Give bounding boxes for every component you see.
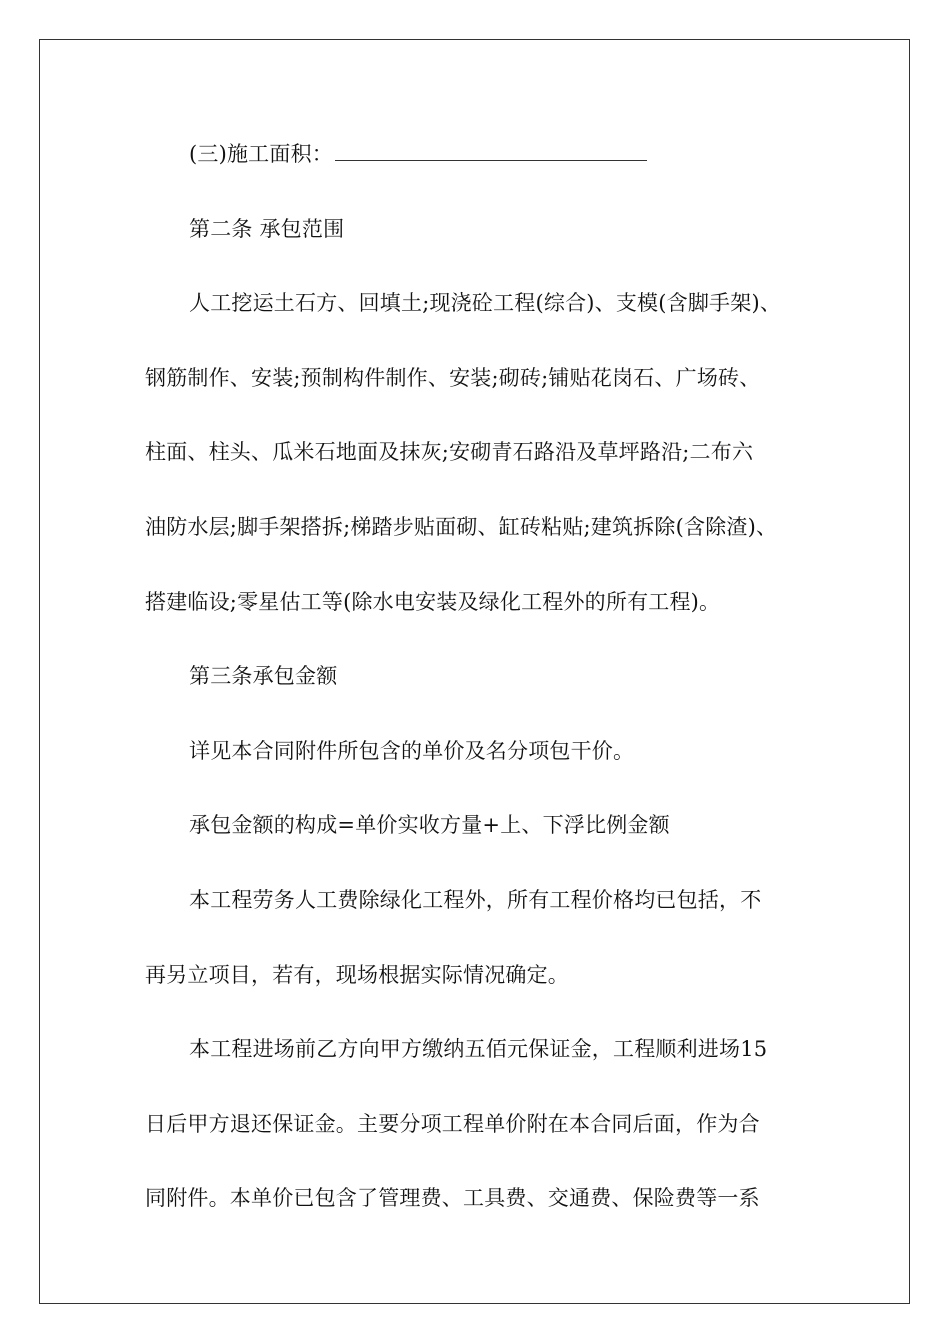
- article-2-heading: 第二条 承包范围: [189, 216, 345, 241]
- labor-cost-line-2: 再另立项目，若有，现场根据实际情况确定。: [145, 962, 569, 987]
- deposit-line-3: 同附件。本单价已包含了管理费、工具费、交通费、保险费等一系: [145, 1186, 760, 1211]
- amount-formula-line: 承包金额的构成=单价实收方量+上、下浮比例金额: [189, 813, 670, 838]
- scope-paragraph-line-2: 钢筋制作、安装;预制构件制作、安装;砌砖;铺贴花岗石、广场砖、: [145, 365, 761, 390]
- article-3-heading: 第三条承包金额: [189, 664, 338, 689]
- scope-paragraph-line-4: 油防水层;脚手架搭拆;梯踏步贴面砌、缸砖粘贴;建筑拆除(含除渣)、: [145, 514, 778, 539]
- scope-paragraph-line-5: 搭建临设;零星估工等(除水电安装及绿化工程外的所有工程)。: [145, 589, 721, 614]
- document-body: [145, 130, 825, 1249]
- labor-cost-line-1: 本工程劳务人工费除绿化工程外，所有工程价格均已包括，不: [189, 887, 762, 912]
- deposit-line-2: 日后甲方退还保证金。主要分项工程单价附在本合同后面，作为合: [145, 1111, 760, 1136]
- construction-area-blank: [335, 139, 647, 161]
- construction-area-line: [145, 130, 825, 205]
- amount-detail-line: 详见本合同附件所包含的单价及名分项包干价。: [189, 738, 635, 763]
- scope-paragraph-line-3: 柱面、柱头、瓜米石地面及抹灰;安砌青石路沿及草坪路沿;二布六: [145, 440, 754, 465]
- deposit-line-1: 本工程进场前乙方向甲方缴纳五佰元保证金，工程顺利进场15: [189, 1037, 768, 1062]
- construction-area-label: (三)施工面积：: [189, 142, 333, 166]
- scope-paragraph-line-1: 人工挖运土石方、回填土;现浇砼工程(综合)、支模(含脚手架)、: [189, 291, 782, 316]
